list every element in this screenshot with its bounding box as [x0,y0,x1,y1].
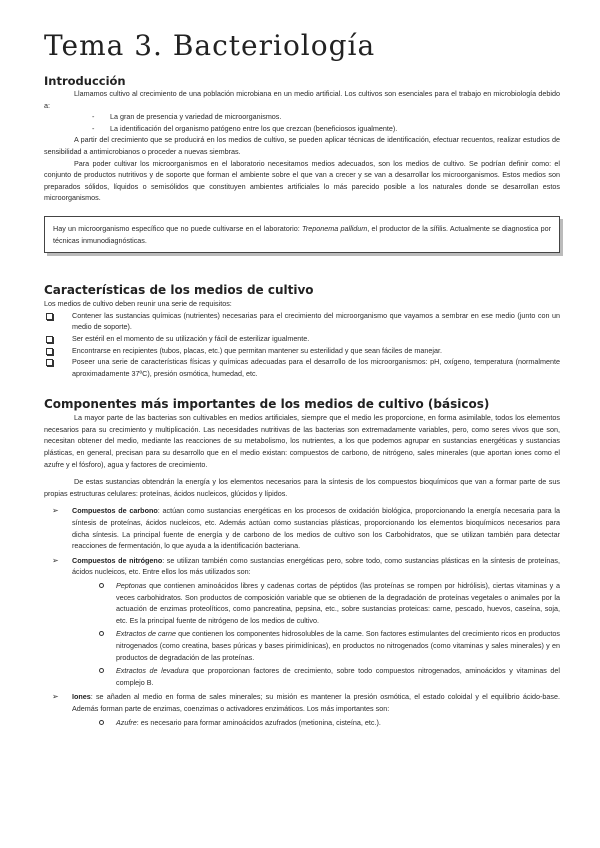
characteristics-list [44,310,560,380]
checkbox-bullet-icon [46,348,53,355]
carbon-text: : actúan como sustancias energéticas en los procesos de oxidación biológica, proporcionando la energía necesaria para la síntesis de proteínas, ácidos nucleicos, etc. Además actúan como sustancias plásticas, proporcionando los elementos bioquímicos necesarios para dicha síntesis. La principal fuente de energía y de carbono de los medios de cultivo son los Carbohidratos, que se utilizan también para detectar reacciones de fermentación, lo que ayuda a la identificación bacteriana. [72,506,560,551]
nitrogen-subitem-term: Peptonas [116,581,147,590]
note-text-before: Hay un microorganismo específico que no puede cultivarse en el laboratorio: [53,223,302,233]
document-title: Tema 3. Bacteriología [44,29,376,62]
checkbox-bullet-icon [46,359,53,366]
characteristics-heading: Características de los medios de cultivo [44,283,314,298]
nitrogen-subitem-text: que contienen los componentes hidrosolubles de la carne. Son factores estimulantes del crecimiento ricos en productos nitrogenados (como creatina, bases púricas y bases pirimidínicas), en productos no nitrogenados (como vitaminas y sales minerales) y en productos de degradación de las proteínas. [116,629,560,662]
nitrogen-subitem [72,580,560,626]
nitrogen-subitem-term: Extractos de levadura [116,666,189,676]
nitrogen-label: Compuestos de nitrógeno [72,555,163,565]
ions-label: Iones [72,692,91,702]
intro-heading: Introducción [44,74,126,88]
ions-sublist [72,717,560,729]
intro-paragraph-3: Para poder cultivar los microorganismos en el laboratorio necesitamos medios adecuados, son los medios de cultivo. Se podrían definir como: el conjunto de productos nutritivos y de soporte que forman el ambiente sobre el que van a crecer y se van a desarrollar los microorganismos. Estos medios son preparados sólidos, líquidos o semisólidos que constituyen ambientes artificiales lo más parecido posible a los naturales donde se desarrollan estos microorganismos. [44,158,560,203]
intro-paragraph-1: Llamamos cultivo al crecimiento de una población microbiana en un medio artificial. Los cultivos son esenciales para el trabajo en microbiología debido a: [44,89,560,110]
characteristics-lead: Los medios de cultivo deben reunir una serie de requisitos: [44,299,232,309]
components-paragraph-2: De estas sustancias obtendrán la energía y los elementos necesarios para la síntesis de los compuestos bioquímicos que van a formar parte de sus propias estructuras celulares: proteínas, ácidos nucleicos, glúcidos y lípidos. [44,477,560,498]
ions-item [44,691,560,728]
characteristics-item-text: Ser estéril en el momento de su utilización y fácil de esterilizar igualmente. [72,333,310,343]
characteristics-item [44,356,560,379]
carbon-item [44,505,560,551]
circle-bullet-icon [99,668,104,673]
note-species: Treponema pallidum [302,223,368,233]
nitrogen-sublist [72,580,560,688]
ions-subitem-term: Azufre [116,717,137,727]
arrow-bullet-icon: ➢ [52,692,59,702]
characteristics-item [44,310,560,333]
nitrogen-item [44,555,560,689]
arrow-bullet-icon: ➢ [52,555,59,565]
characteristics-item [44,345,560,357]
document-page [44,26,560,728]
checkbox-bullet-icon [46,336,53,343]
carbon-label: Compuestos de carbono [72,506,158,516]
circle-bullet-icon [99,583,104,588]
characteristics-item-text: Encontrarse en recipientes (tubos, placas, etc.) que permitan mantener su esterilidad y que sean fáciles de manejar. [72,345,442,355]
nitrogen-text: : se utilizan también como sustancias energéticas pero, sobre todo, como sustancias plásticas en la síntesis de proteínas, ácidos nucleicos, etc. Entre ellos los más utilizados son: [72,555,560,577]
nitrogen-subitem [72,665,560,688]
note-box [44,216,560,253]
characteristics-item [44,333,560,345]
note-text [53,223,551,246]
checkbox-bullet-icon [46,313,53,320]
intro-dash-item: - La gran de presencia y variedad de microorganismos. [44,111,560,123]
nitrogen-subitem-term: Extractos de carne [116,629,177,639]
components-paragraph-1: La mayor parte de las bacterias son cultivables en medios artificiales, siempre que el medio les proporcione, en forma asimilable, todos los elementos necesarios para su crecimiento y multiplicación. Las necesidades nutritivas de las bacterias son extremadamente variables, pero, como seres vivos que son, necesitan obtener del medio, mediante las reacciones de su metabolismo, los nutrientes, a los que podemos agrupar en sustancias energéticas y sustancias plásticas, en general, precisan para su desarrollo que en el medio existan: compuestos de carbono, de nitrógeno, sales minerales (que aportan iones como el azufre y el fósforo), agua y factores de crecimiento. [44,413,560,469]
characteristics-item-text: Contener las sustancias químicas (nutrientes) necesarias para el crecimiento del microorganismo que vayamos a sembrar en ese medio (junto con un medio de soporte). [72,310,560,332]
nitrogen-subitem-text: que contienen aminoácidos libres y cadenas cortas de péptidos (las proteínas se rompen por hidrólisis), ciertas vitaminas y a veces carbohidratos. Son productos de composición variable que se obtienen de la degradación de proteínas vegetales o animales por la actuación de enzimas proteolíticos, como pancreatina, pepsina, etc., sobre sustancias proteicas: carne, pescado, huevos, caseína, soja, etc. Es la principal fuente de nitrógeno de los medios de cultivo. [116,581,560,625]
intro-dash-item: - La identificación del organismo patógeno entre los que crezcan (beneficiosos igualmente). [44,123,560,135]
nitrogen-subitem [72,628,560,663]
components-list [44,505,560,728]
arrow-bullet-icon: ➢ [52,506,59,516]
nitrogen-subitem-text: que proporcionan factores de crecimiento, sobre todo compuestos nitrogenados, aminoácidos y vitaminas del complejo B. [116,666,560,687]
intro-paragraph-2: A partir del crecimiento que se producirá en los medios de cultivo, se pueden aplicar técnicas de identificación, efectuar recuentos, realizar estudios de sensibilidad a antimicrobianos o proceder a nuevas siembras. [44,135,560,156]
characteristics-item-text: Poseer una serie de características físicas y químicas adecuadas para el desarrollo de los microorganismos: pH, oxígeno, temperatura (normalmente aproximadamente 37ºC), presión osmótica, humedad, etc. [72,357,560,378]
circle-bullet-icon [99,631,104,636]
circle-bullet-icon [99,720,104,725]
intro-dash-list [44,111,560,134]
ions-subitem-text: : es necesario para formar aminoácidos azufrados (metionina, cisteína, etc.). [136,717,381,727]
ions-subitem [72,717,560,729]
components-heading: Componentes más importantes de los medios de cultivo (básicos) [44,397,490,412]
note-text-after: , el productor de la sífilis. Actualmente se diagnostica por técnicas inmunodiagnósticas. [53,223,551,245]
ions-text: : se añaden al medio en forma de sales minerales; su misión es mantener la presión osmótica, el estado coloidal y el equilibrio ácido-base. Además forman parte de enzimas, coenzimas o activadores enzimáticos. Los más importantes son: [72,692,560,713]
